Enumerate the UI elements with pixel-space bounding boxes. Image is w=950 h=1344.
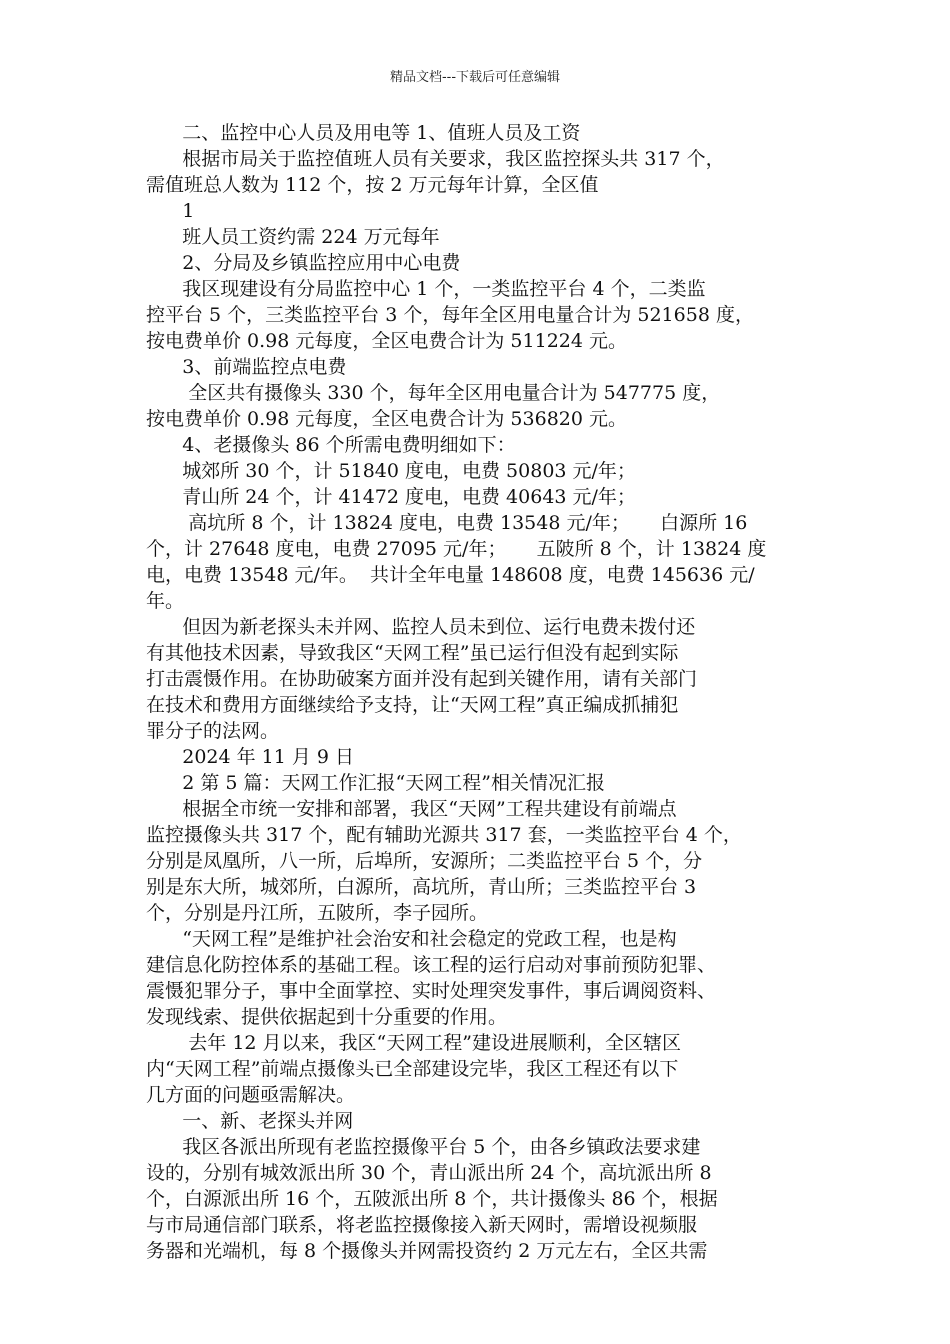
text-line: 个，计 27648 度电，电费 27095 元/年； 五陂所 8 个，计 13824 度 bbox=[146, 538, 767, 560]
text-line: 几方面的问题亟需解决。 bbox=[146, 1084, 356, 1106]
text-line: 班人员工资约需 224 万元每年 bbox=[146, 226, 440, 248]
text-line: 别是东大所，城郊所，白源所，高坑所，青山所；三类监控平台 3 bbox=[146, 876, 697, 898]
text-line: 打击震慑作用。在协助破案方面并没有起到关键作用，请有关部门 bbox=[146, 668, 698, 690]
text-line: 电，电费 13548 元/年。 共计全年电量 148608 度，电费 145636 元/ bbox=[146, 564, 755, 586]
text-line: 根据全市统一安排和部署，我区“天网”工程共建设有前端点 bbox=[146, 798, 677, 820]
text-line: 我区各派出所现有老监控摄像平台 5 个，由各乡镇政法要求建 bbox=[146, 1136, 701, 1158]
text-line: 与市局通信部门联系，将老监控摄像接入新天网时，需增设视频服 bbox=[146, 1214, 698, 1236]
document-body bbox=[146, 120, 811, 1264]
text-line: 一、新、老探头并网 bbox=[146, 1110, 354, 1132]
text-line: 监控摄像头共 317 个，配有辅助光源共 317 套，一类监控平台 4 个， bbox=[146, 824, 742, 846]
text-line: 震慑犯罪分子，事中全面掌控、实时处理突发事件，事后调阅资料、 bbox=[146, 980, 717, 1002]
text-line: 二、监控中心人员及用电等 1、值班人员及工资 bbox=[146, 122, 581, 144]
text-line: 有其他技术因素，导致我区“天网工程”虽已运行但没有起到实际 bbox=[146, 642, 679, 664]
text-line: 发现线索、提供依据起到十分重要的作用。 bbox=[146, 1006, 508, 1028]
page-header: 精品文档---下载后可任意编辑 bbox=[389, 70, 561, 85]
text-line: 在技术和费用方面继续给予支持，让“天网工程”真正编成抓捕犯 bbox=[146, 694, 679, 716]
text-line: 设的，分别有城效派出所 30 个，青山派出所 24 个，高坑派出所 8 bbox=[146, 1162, 712, 1184]
text-line: 3、前端监控点电费 bbox=[146, 356, 347, 378]
text-line: 全区共有摄像头 330 个，每年全区用电量合计为 547775 度， bbox=[146, 382, 721, 404]
text-line: 个，白源派出所 16 个，五陂派出所 8 个，共计摄像头 86 个，根据 bbox=[146, 1188, 718, 1210]
text-line: 1 bbox=[146, 200, 195, 222]
text-line: 按电费单价 0.98 元每度，全区电费合计为 511224 元。 bbox=[146, 330, 627, 352]
text-line: 青山所 24 个，计 41472 度电，电费 40643 元/年； bbox=[146, 486, 636, 508]
text-line: 分别是凤凰所，八一所，后埠所，安源所；二类监控平台 5 个，分 bbox=[146, 850, 703, 872]
text-line: 根据市局关于监控值班人员有关要求，我区监控探头共 317 个， bbox=[146, 148, 725, 170]
text-line: 务器和光端机，每 8 个摄像头并网需投资约 2 万元左右，全区共需 bbox=[146, 1240, 708, 1262]
text-line: 高坑所 8 个，计 13824 度电，电费 13548 元/年； 白源所 16 bbox=[146, 512, 748, 534]
text-line: 建信息化防控体系的基础工程。该工程的运行启动对事前预防犯罪、 bbox=[146, 954, 717, 976]
text-line: 控平台 5 个，三类监控平台 3 个，每年全区用电量合计为 521658 度， bbox=[146, 304, 754, 326]
text-line: 个，分别是丹江所，五陂所，李子园所。 bbox=[146, 902, 489, 924]
text-line: 2024 年 11 月 9 日 bbox=[146, 746, 355, 768]
text-line: 按电费单价 0.98 元每度，全区电费合计为 536820 元。 bbox=[146, 408, 627, 430]
text-line: 年。 bbox=[146, 590, 185, 612]
text-line: 去年 12 月以来，我区“天网工程”建设进展顺利，全区辖区 bbox=[146, 1032, 681, 1054]
text-line: 内“天网工程”前端点摄像头已全部建设完毕，我区工程还有以下 bbox=[146, 1058, 679, 1080]
text-line: 2、分局及乡镇监控应用中心电费 bbox=[146, 252, 461, 274]
text-line: 4、老摄像头 86 个所需电费明细如下： bbox=[146, 434, 516, 456]
text-line: 我区现建设有分局监控中心 1 个，一类监控平台 4 个，二类监 bbox=[146, 278, 706, 300]
text-line: 需值班总人数为 112 个，按 2 万元每年计算，全区值 bbox=[146, 174, 599, 196]
text-line: 但因为新老探头未并网、监控人员未到位、运行电费未拨付还 bbox=[146, 616, 696, 638]
text-line: 罪分子的法网。 bbox=[146, 720, 280, 742]
text-line: “天网工程”是维护社会治安和社会稳定的党政工程，也是构 bbox=[146, 928, 677, 950]
text-line: 2 第 5 篇：天网工作汇报“天网工程”相关情况汇报 bbox=[146, 772, 605, 794]
text-line: 城郊所 30 个，计 51840 度电，电费 50803 元/年； bbox=[146, 460, 636, 482]
